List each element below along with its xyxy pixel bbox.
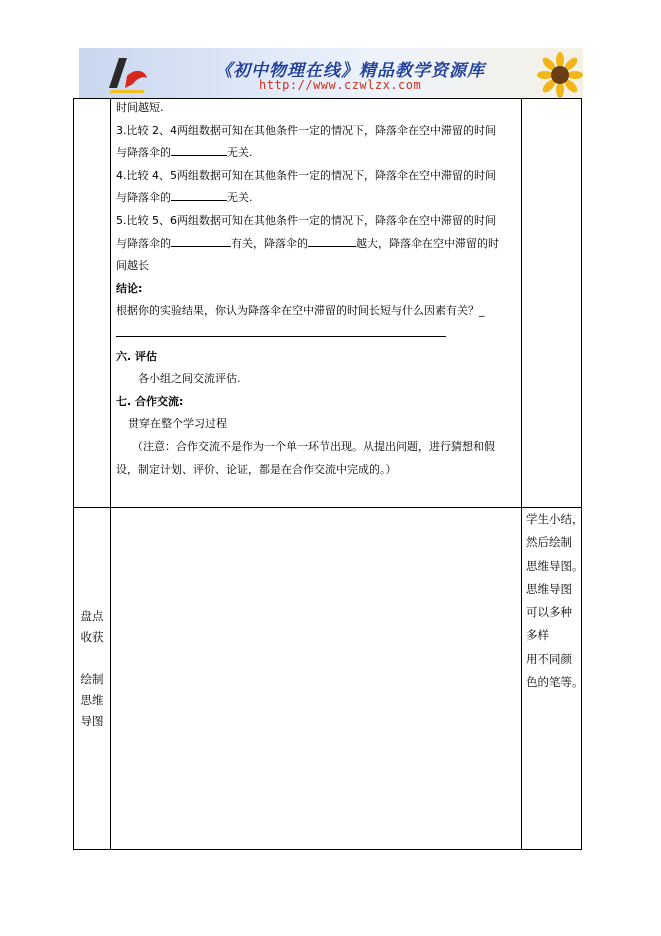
text-line: 间越长 [116, 259, 149, 273]
text-line: 时间越短. [116, 101, 164, 114]
note-text: 思维导图。 [526, 558, 584, 573]
section-7-text: 贯穿在整个学习过程 [128, 417, 227, 431]
table-divider-row [73, 507, 582, 508]
text-line: 5.比较 5、6两组数据可知在其他条件一定的情况下，降落伞在空中滞留的时间 [116, 213, 496, 227]
answer-blank[interactable] [116, 324, 446, 337]
label-line: 盘点 [80, 609, 104, 623]
note-line: （注意：合作交流不是作为一个单一环节出现。从提出问题，进行猜想和假 [132, 439, 495, 453]
label-line: 绘制 [80, 672, 104, 686]
section-6-heading: 六. 评估 [116, 349, 158, 363]
table-divider-col1 [110, 98, 111, 850]
note-line: 设，制定计划、评价、论证，都是在合作交流中完成的。） [116, 462, 397, 476]
section-7-heading: 七. 合作交流: [116, 394, 184, 408]
teacher-notes [526, 508, 586, 694]
table-border-bottom [73, 849, 582, 850]
text-line: 与降落伞的 无关. [116, 142, 520, 165]
note-text: 思维导图 [526, 581, 572, 596]
sunflower-icon [537, 52, 583, 98]
label-line: 思维 [80, 693, 104, 707]
answer-blank[interactable] [171, 234, 231, 247]
conclusion-heading: 结论: [116, 281, 143, 295]
note-text: 多样 [526, 628, 549, 643]
table-border-left [73, 98, 74, 850]
note-text: 学生小结， [526, 512, 584, 526]
text-line: 4.比较 4、5两组数据可知在其他条件一定的情况下，降落伞在空中滞留的时间 [116, 168, 496, 182]
header-banner [79, 48, 583, 98]
summary-label [74, 606, 110, 732]
text-line: 3.比较 2、4两组数据可知在其他条件一定的情况下，降落伞在空中滞留的时间 [116, 123, 496, 137]
table-divider-col2 [521, 98, 522, 850]
label-line: 收获 [80, 630, 104, 644]
note-text: 用不同颜 [526, 651, 572, 666]
answer-blank[interactable] [308, 234, 356, 247]
experiment-content [116, 97, 520, 481]
label-spacer [74, 648, 110, 669]
answer-blank[interactable] [171, 188, 227, 201]
answer-blank[interactable] [171, 143, 227, 156]
label-line: 导图 [80, 714, 104, 728]
note-text: 色的笔等。 [526, 675, 584, 690]
text-line: 与降落伞的 有关，降落伞的 越大，降落伞在空中滞留的时 [116, 233, 520, 256]
answer-line-row [116, 323, 520, 346]
note-text: 可以多种 [526, 605, 572, 620]
note-text: 然后绘制 [526, 535, 572, 550]
banner-title: 《初中物理在线》精品教学资源库 [215, 61, 485, 81]
conclusion-question: 根据你的实验结果，你认为降落伞在空中滞留的时间长短与什么因素有关？_ [116, 304, 485, 318]
section-6-text: 各小组之间交流评估. [138, 372, 241, 386]
logo-icon [105, 54, 151, 94]
text-line: 与降落伞的 无关. [116, 187, 520, 210]
table-border-right [581, 98, 582, 850]
banner-url[interactable]: http://www.czwlzx.com [259, 78, 422, 92]
